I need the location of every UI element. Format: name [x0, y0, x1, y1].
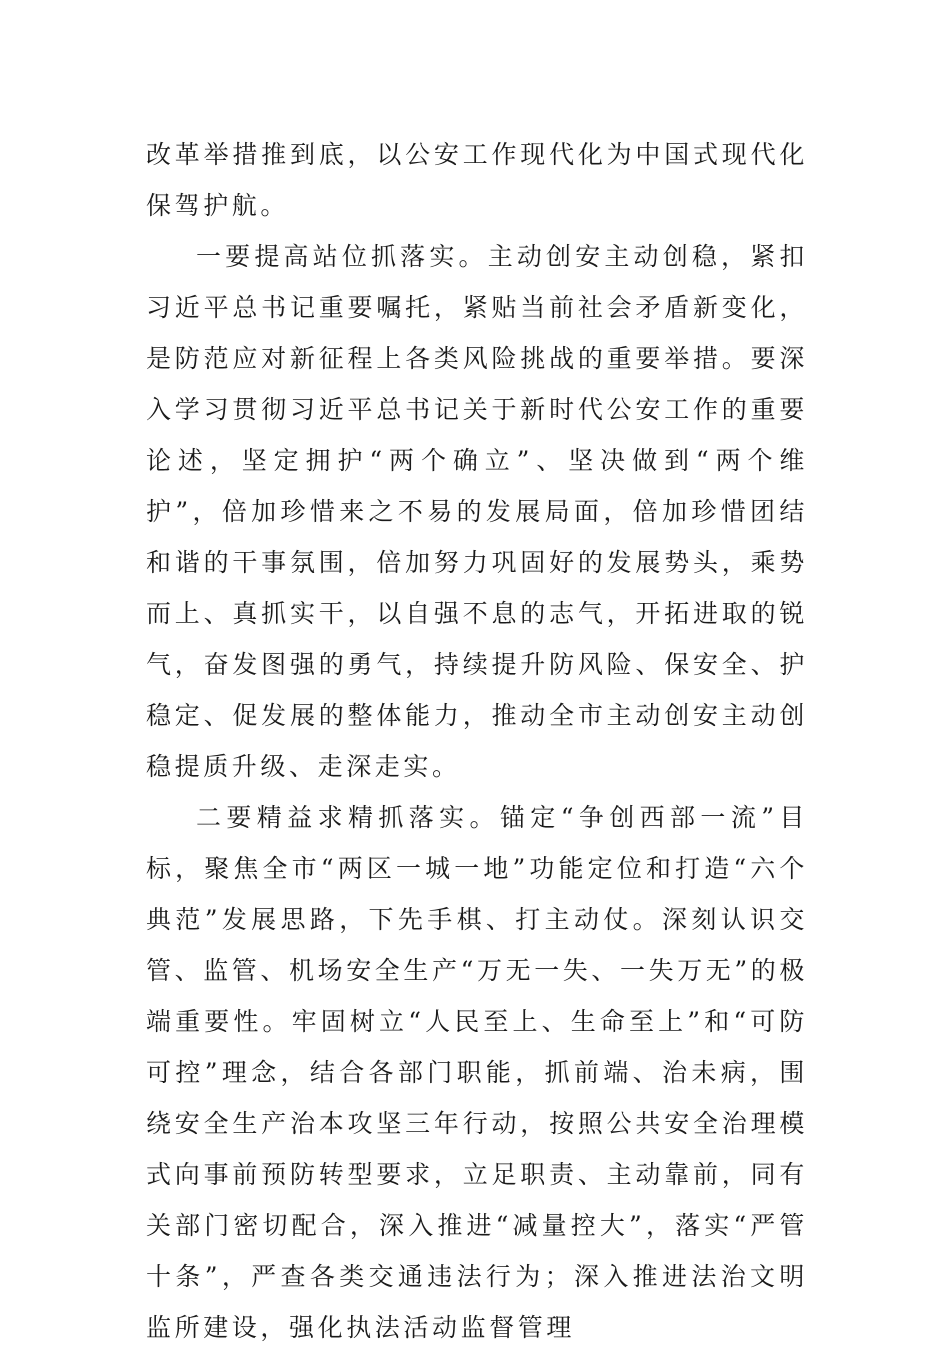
paragraph-point-two: 二要精益求精抓落实。锚定“争创西部一流”目标，聚焦全市“两区一城一地”功能定位和打造“六个典范”发展思路，下先手棋、打主动仗。深刻认识交管、监管、机场安全生产“万无一失、一失万无”的极端重要性。牢固树立“人民至上、生命至上”和“可防可控”理念，结合各部门职能，抓前端、治未病，围绕安全生产治本攻坚三年行动，按照公共安全治理模式向事前预防转型要求，立足职责、主动靠前，同有关部门密切配合，深入推进“减量控大”，落实“严管十条”，严查各类交通违法行为；深入推进法治文明监所建设，强化执法活动监督管理 — [146, 803, 808, 1342]
paragraph-point-one: 一要提高站位抓落实。主动创安主动创稳，紧扣习近平总书记重要嘱托，紧贴当前社会矛盾新变化，是防范应对新征程上各类风险挑战的重要举措。要深入学习贯彻习近平总书记关于新时代公安工作的重要论述，坚定拥护“两个确立”、坚决做到“两个维护”，倍加珍惜来之不易的发展局面，倍加珍惜团结和谐的干事氛围，倍加努力巩固好的发展势头，乘势而上、真抓实干，以自强不息的志气，开拓进取的锐气，奋发图强的勇气，持续提升防风险、保安全、护稳定、促发展的整体能力，推动全市主动创安主动创稳提质升级、走深走实。 — [146, 242, 808, 781]
paragraph-continuation: 改革举措推到底，以公安工作现代化为中国式现代化保驾护航。 — [146, 140, 808, 220]
document-body — [146, 129, 808, 1353]
